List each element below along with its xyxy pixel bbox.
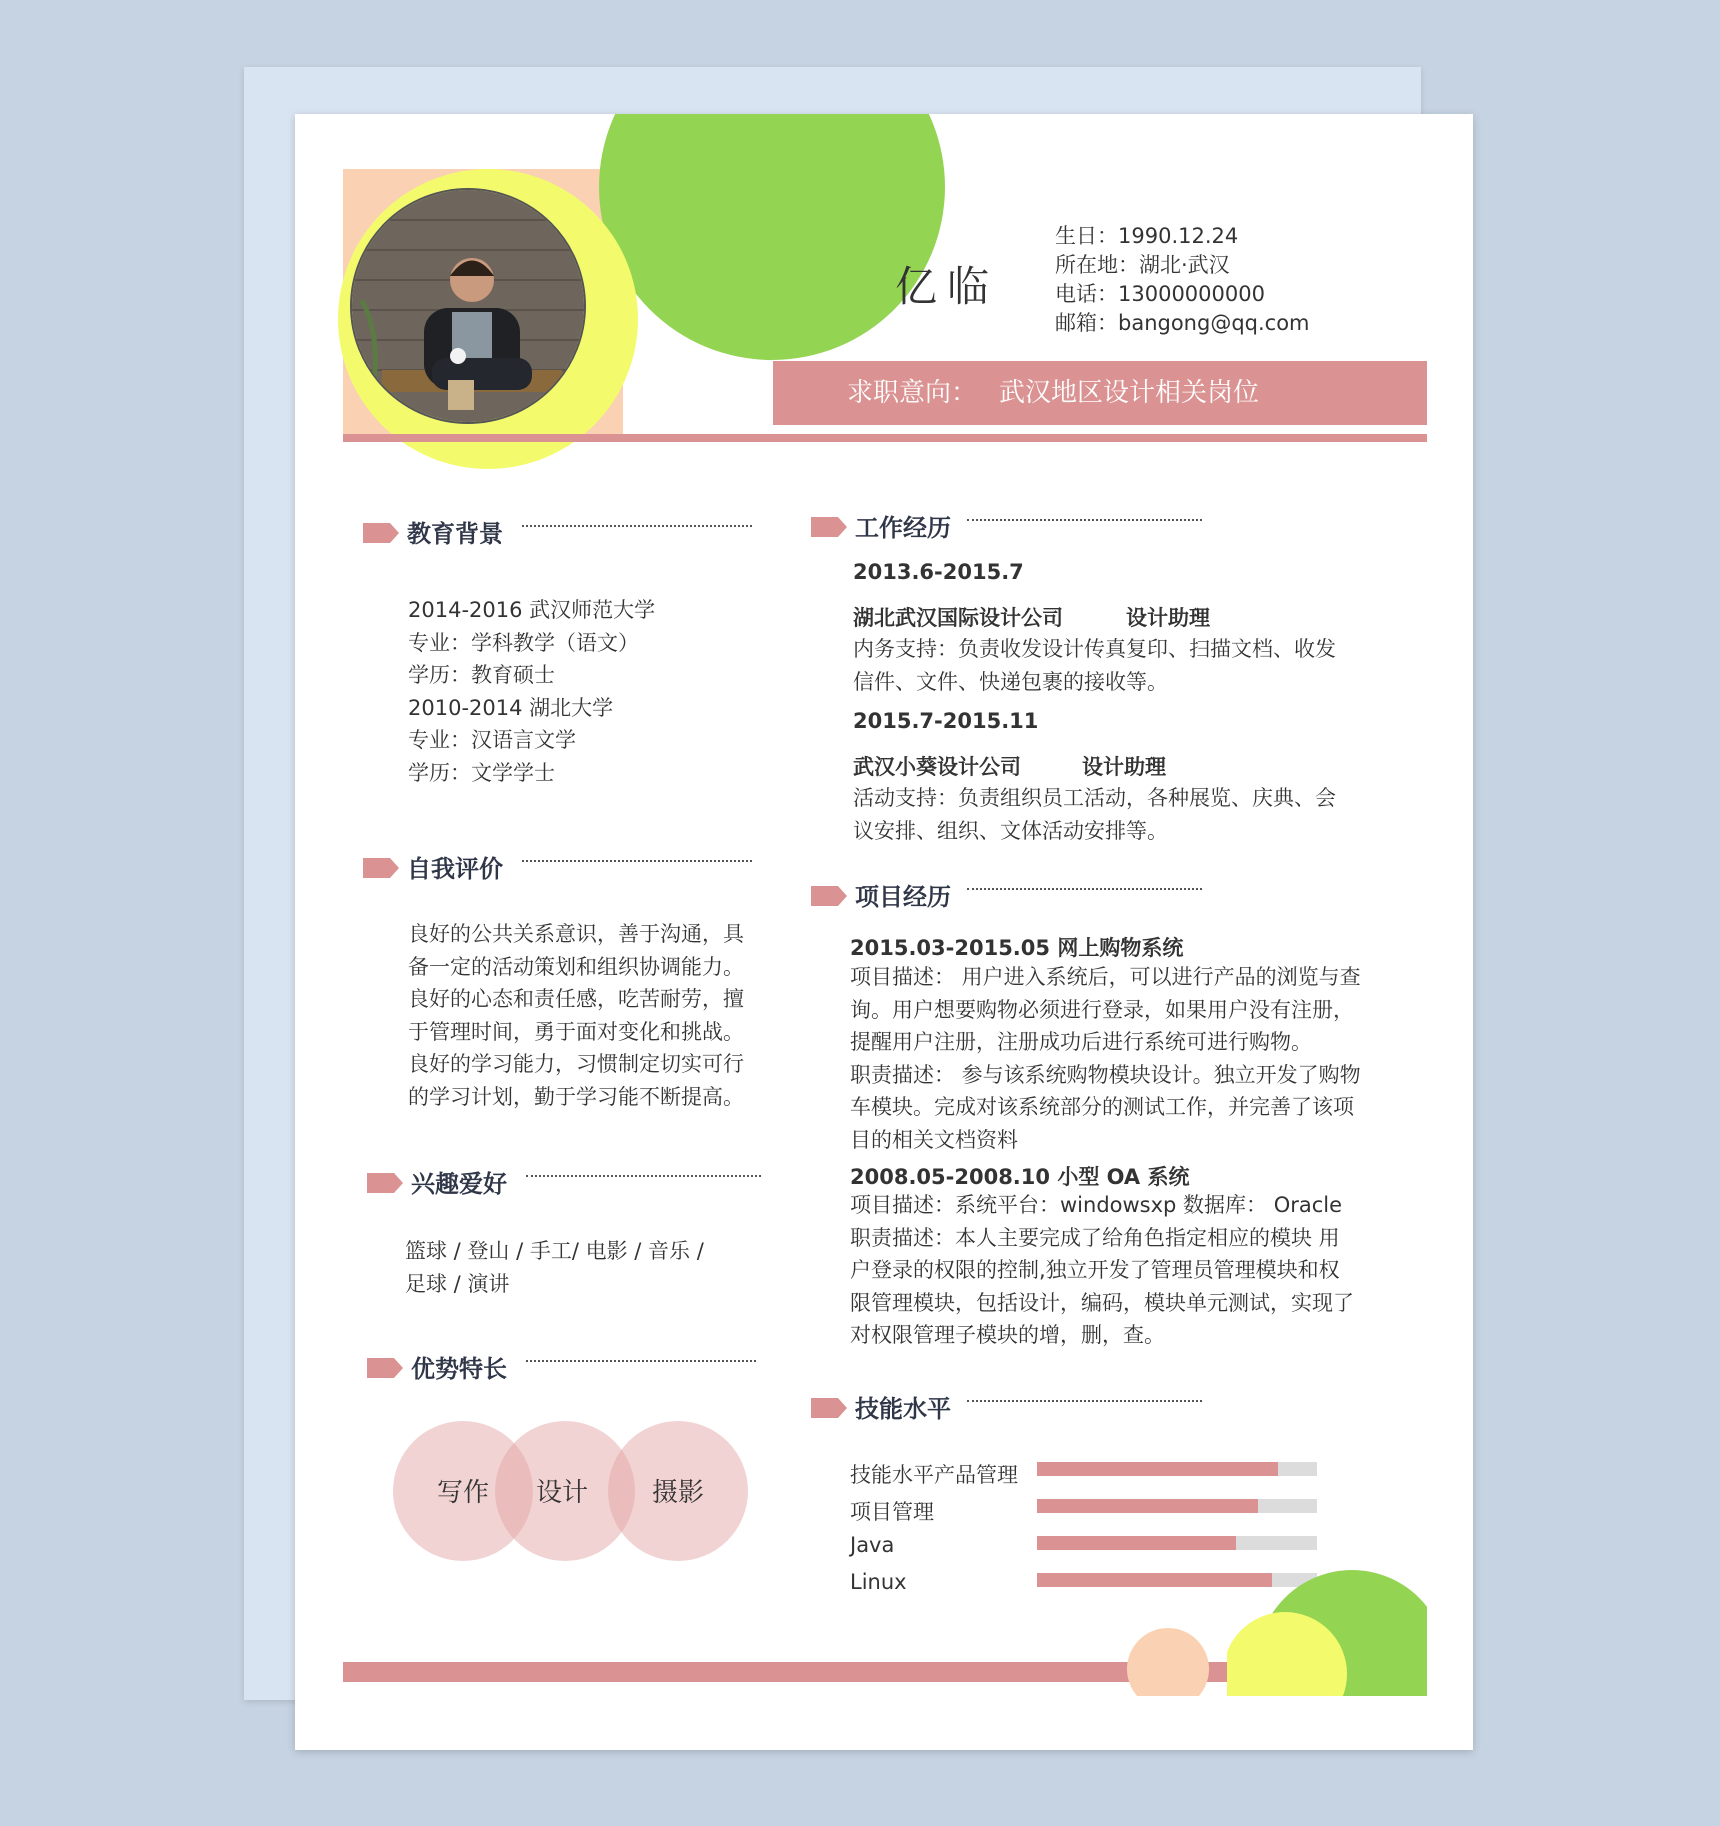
section-heading-skills: 技能水平 [811, 1389, 951, 1424]
education-line: 2010-2014 湖北大学 [408, 695, 614, 720]
job-intent-label: 求职意向： [846, 378, 977, 408]
skill-bar-fill [1037, 1462, 1278, 1476]
section-divider [522, 525, 752, 527]
section-heading-projects: 项目经历 [811, 877, 951, 912]
skill-bar-fill [1037, 1536, 1236, 1550]
section-divider [522, 860, 752, 862]
section-heading-hobbies: 兴趣爱好 [367, 1164, 507, 1199]
section-divider [967, 519, 1202, 521]
education-list [408, 594, 655, 789]
project-description: 项目描述：系统平台：windowsxp 数据库： Oracle 职责描述：本人主要完成了给角色指定相应的模块 用 户登录的权限的控制,独立开发了管理员管理模块和权 限管理模块，包括设计，编码，模块单元测试，实现了 对权限管理子模块的增，删，查。 [850, 1193, 1354, 1347]
education-line: 学历：文学学士 [408, 760, 555, 785]
job-period: 2015.7-2015.11 [853, 709, 1039, 733]
job-description: 内务支持：负责收发设计传真复印、扫描文档、收发 信件、文件、快递包裹的接收等。 [853, 637, 1336, 694]
hobbies-text: 篮球 / 登山 / 手工/ 电影 / 音乐 / 足球 / 演讲 [405, 1239, 704, 1296]
section-divider [967, 1400, 1202, 1402]
email-text: 邮箱：bangong@qq.com [1055, 311, 1310, 335]
skill-bar-track [1037, 1499, 1317, 1513]
strength-label: 设计 [535, 1478, 588, 1508]
section-divider [526, 1360, 756, 1362]
strength-label: 摄影 [651, 1478, 704, 1508]
section-heading-strengths: 优势特长 [367, 1349, 507, 1384]
resume-page [295, 114, 1473, 1750]
contact-info [1055, 222, 1310, 338]
job-intent-value: 武汉地区设计相关岗位 [998, 378, 1259, 408]
arrow-tag-icon [363, 523, 399, 543]
skill-label: 项目管理 [850, 1500, 934, 1524]
arrow-tag-icon [367, 1173, 403, 1193]
header-green-circle [599, 114, 945, 360]
section-divider [526, 1175, 761, 1177]
arrow-tag-icon [363, 858, 399, 878]
section-heading-work: 工作经历 [811, 508, 951, 543]
strength-label: 写作 [436, 1478, 489, 1508]
section-heading-education: 教育背景 [363, 514, 503, 549]
footer-peach-wrap [1127, 1628, 1267, 1696]
education-line: 2014-2016 武汉师范大学 [408, 598, 656, 622]
education-line: 专业：汉语言文学 [408, 728, 576, 752]
job-intent-bar [773, 361, 1427, 425]
skill-bar-track [1037, 1536, 1317, 1550]
phone-text: 电话：13000000000 [1055, 282, 1265, 306]
project-title: 2008.05-2008.10 小型 OA 系统 [850, 1165, 1190, 1189]
location-text: 所在地：湖北·武汉 [1055, 253, 1230, 277]
arrow-tag-icon [811, 517, 847, 537]
job-company: 湖北武汉国际设计公司 [853, 606, 1063, 630]
candidate-name: 亿临 [895, 262, 1000, 311]
education-line: 专业：学科教学（语文） [408, 630, 639, 655]
profile-photo [350, 188, 586, 424]
arrow-tag-icon [811, 886, 847, 906]
job-description: 活动支持：负责组织员工活动，各种展览、庆典、会 议安排、组织、文体活动安排等。 [853, 786, 1336, 843]
project-description: 项目描述： 用户进入系统后，可以进行产品的浏览与查 询。用户想要购物必须进行登录，如果用户没有注册， 提醒用户注册，注册成功后进行系统可进行购物。 职责描述： 参与该系统购物模块设计。独立开发了购物 车模块。完成对该系统部分的测试工作，并完善了该项 目的相关文档资料 [850, 965, 1361, 1152]
footer-bar [343, 1662, 1257, 1682]
arrow-tag-icon [367, 1358, 403, 1378]
job-role: 设计助理 [1082, 755, 1166, 779]
project-title: 2015.03-2015.05 网上购物系统 [850, 936, 1184, 960]
section-heading-self-eval: 自我评价 [363, 849, 503, 884]
skill-bar-fill [1037, 1499, 1258, 1513]
birthday-text: 生日：1990.12.24 [1055, 224, 1239, 248]
section-divider [967, 888, 1202, 890]
job-period: 2013.6-2015.7 [853, 560, 1024, 584]
self-eval-text: 良好的公共关系意识，善于沟通，具 备一定的活动策划和组织协调能力。 良好的心态和责任感，吃苦耐劳，擅 于管理时间，勇于面对变化和挑战。 良好的学习能力，习惯制定切实可行 的学习计划，勤于学习能不断提高。 [408, 922, 744, 1109]
skill-bar-track [1037, 1462, 1317, 1476]
arrow-tag-icon [811, 1398, 847, 1418]
footer-peach-circle [1127, 1628, 1209, 1696]
skill-label: Linux [850, 1570, 907, 1594]
education-line: 学历：教育硕士 [408, 663, 555, 687]
job-role: 设计助理 [1126, 606, 1210, 630]
skill-label: Java [850, 1533, 895, 1557]
header-divider [343, 434, 1427, 442]
job-company: 武汉小葵设计公司 [853, 755, 1021, 779]
skill-label: 技能水平产品管理 [850, 1463, 1018, 1487]
